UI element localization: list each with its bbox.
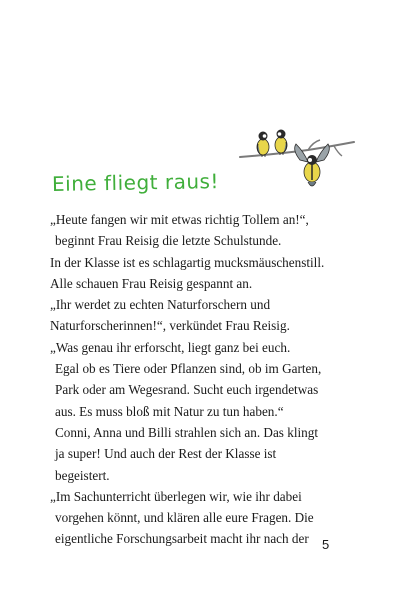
- text-line: „Was genau ihr erforscht, liegt ganz bei euch.: [50, 339, 291, 355]
- text-line: eigentliche Forschungsarbeit macht ihr nach der: [55, 531, 309, 547]
- text-line: beginnt Frau Reisig die letzte Schulstunde.: [55, 233, 282, 249]
- text-line: ja super! Und auch der Rest der Klasse ist: [55, 446, 277, 462]
- text-line: aus. Es muss bloß mit Natur zu tun haben.“: [55, 403, 284, 419]
- bird-1: [257, 132, 269, 158]
- text-line: Alle schauen Frau Reisig gespannt an.: [50, 275, 253, 291]
- text-line: Egal ob es Tiere oder Pflanzen sind, ob im Garten,: [55, 361, 322, 377]
- chapter-title: Eine fliegt raus!: [51, 169, 220, 196]
- bird-2: [275, 130, 287, 156]
- text-line: begeistert.: [55, 467, 110, 483]
- text-line: In der Klasse ist es schlagartig mucksmäuschenstill.: [50, 254, 325, 270]
- page-number: 5: [322, 537, 330, 552]
- text-line: Conni, Anna und Billi strahlen sich an. Das klingt: [55, 424, 318, 440]
- body-text: [50, 209, 350, 550]
- birds-on-branch-illustration: [238, 120, 358, 200]
- text-line: vorgehen könnt, und klären alle eure Fragen. Die: [55, 510, 314, 526]
- text-line: „Im Sachunterricht überlegen wir, wie ihr dabei: [50, 488, 302, 504]
- text-line: „Heute fangen wir mit etwas richtig Tollem an!“,: [50, 212, 309, 227]
- text-line: „Ihr werdet zu echten Naturforschern und: [50, 297, 271, 313]
- text-line: Naturforscherinnen!“, verkündet Frau Reisig.: [50, 318, 290, 334]
- text-line: Park oder am Wegesrand. Sucht euch irgendetwas: [55, 382, 319, 398]
